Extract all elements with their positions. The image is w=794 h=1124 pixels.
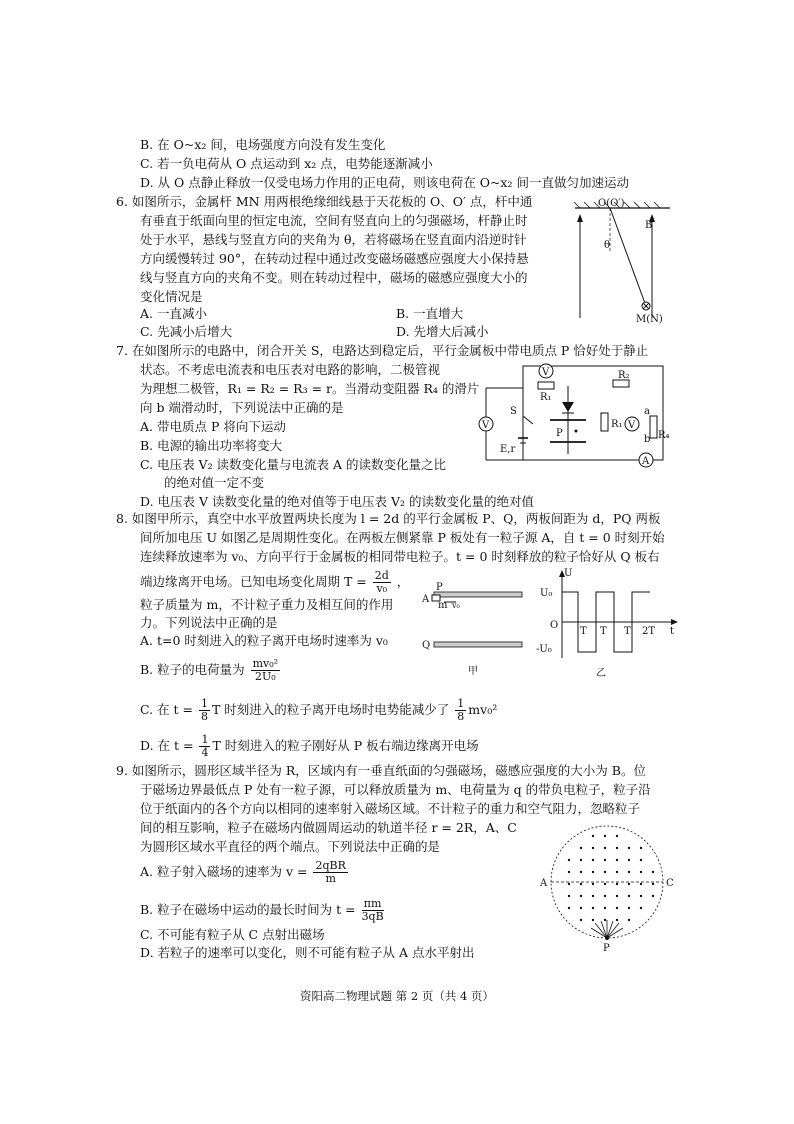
q7-option-a: A. 带电质点 P 将向下运动 bbox=[140, 419, 286, 434]
field-dot bbox=[628, 907, 630, 909]
field-dot bbox=[628, 895, 630, 897]
field-dot bbox=[628, 859, 630, 861]
q9-stem-line: 9. 如图所示，圆形区域半径为 R，区域内有一垂直纸面的匀强磁场，磁感应强度的大小为 B。位 bbox=[116, 763, 646, 778]
field-dot bbox=[580, 871, 582, 873]
q5-option-d: D. 从 O 点静止释放一仅受电场力作用的正电荷，则该电荷在 O~x₂ 间一直做匀加速运动 bbox=[140, 175, 629, 190]
q7-option-d: D. 电压表 V 读数变化量的绝对值等于电压表 V₂ 的读数变化量的绝对值 bbox=[140, 494, 534, 509]
q8-option-a: A. t=0 时刻进入的粒子离开电场时速率为 v₀ bbox=[140, 633, 388, 648]
field-dot bbox=[568, 883, 570, 885]
q8-label-u: U bbox=[564, 568, 573, 579]
q8-label-m: m bbox=[438, 600, 448, 611]
field-dot bbox=[592, 847, 594, 849]
field-dot bbox=[652, 895, 654, 897]
q7-label-am: A bbox=[642, 456, 650, 467]
q7-option-c: C. 电压表 V₂ 读数变化量与电流表 A 的读数变化量之比 bbox=[140, 457, 447, 472]
q8-option-c: C. 在 t = $\frac{1}{8}$ T 时刻进入的粒子离开电场时电势能减少了 $\frac{1}{8}$ mv₀² bbox=[140, 697, 498, 723]
field-dot bbox=[580, 895, 582, 897]
q6-option-a: A. 一直减小 bbox=[140, 306, 207, 321]
q7-label-b-end: b bbox=[644, 434, 651, 445]
q7-label-s: S bbox=[510, 406, 517, 417]
field-dot bbox=[616, 835, 618, 837]
field-dot bbox=[592, 883, 594, 885]
q8-label-t2: T bbox=[600, 626, 607, 637]
q8-stem-period bbox=[140, 568, 409, 596]
field-dot bbox=[640, 847, 642, 849]
field-dot bbox=[592, 859, 594, 861]
q8-label-2t: 2T bbox=[642, 626, 656, 637]
q7-label-r4: R₄ bbox=[658, 430, 670, 441]
field-dot bbox=[568, 895, 570, 897]
q7-label-r3: R₁ bbox=[611, 419, 623, 430]
page-footer: 资阳高二物理试题 第 2 页（共 4 页） bbox=[300, 989, 494, 1003]
q8-stem-comma: ， bbox=[396, 574, 410, 589]
q9-stem-line: 为圆形区域水平直径的两个端点。下列说法中正确的是 bbox=[140, 839, 441, 854]
q7-stem-line: 向 b 端滑动时，下列说法中正确的是 bbox=[140, 400, 344, 415]
field-dot bbox=[592, 835, 594, 837]
q7-label-v: V bbox=[482, 420, 490, 431]
field-dot bbox=[616, 883, 618, 885]
q8-label-a: A bbox=[422, 594, 430, 605]
q8-label-u0: U₀ bbox=[540, 588, 553, 599]
q6-stem-line: 6. 如图所示，金属杆 MN 用两根绝缘细线悬于天花板的 O、O′ 点，杆中通 bbox=[116, 194, 533, 209]
field-dot bbox=[592, 919, 594, 921]
q6-label-b: B bbox=[645, 220, 653, 231]
q6-stem-line: 有垂直于纸面向里的恒定电流，空间有竖直向上的匀强磁场，杆静止时 bbox=[140, 213, 528, 228]
field-dot bbox=[580, 883, 582, 885]
field-dot bbox=[616, 847, 618, 849]
field-dot bbox=[604, 835, 606, 837]
q7-stem-line: 7. 在如图所示的电路中，闭合开关 S，电路达到稳定后，平行金属板中带电质点 P 恰好处于静止 bbox=[116, 343, 649, 358]
q8-label-t: t bbox=[670, 626, 675, 637]
q6-option-d: D. 先增大后减小 bbox=[396, 324, 489, 339]
field-dot bbox=[652, 871, 654, 873]
field-dot bbox=[568, 907, 570, 909]
field-dot bbox=[604, 919, 606, 921]
q7-stem-line: 为理想二极管，R₁ = R₂ = R₃ = r。当滑动变阻器 R₄ 的滑片 bbox=[140, 381, 480, 396]
q9-figure-field bbox=[532, 824, 682, 954]
q6-label-o: O(O′) bbox=[598, 198, 625, 209]
q5-option-c: C. 若一负电荷从 O 点运动到 x₂ 点，电势能逐渐减小 bbox=[140, 156, 433, 171]
field-dot bbox=[568, 871, 570, 873]
field-dot bbox=[580, 859, 582, 861]
q6-label-theta: θ bbox=[604, 240, 611, 251]
q8-label-neg-u0: -U₀ bbox=[536, 644, 552, 655]
q8-stem-line: 连续释放速率为 v₀、方向平行于金属板的相同带电粒子。t = 0 时刻释放的粒子恰好从 Q 板右 bbox=[140, 549, 660, 564]
field-dot bbox=[640, 907, 642, 909]
field-dot bbox=[580, 919, 582, 921]
field-dot bbox=[580, 907, 582, 909]
q9-option-b: B. 粒子在磁场中运动的最长时间为 t = $\frac{\pi m}{3qB}$ bbox=[140, 897, 384, 923]
q9-stem-line: 位于纸面内的各个方向以相同的速率射入磁场区域。不计粒子的重力和空气阻力，忽略粒子 bbox=[140, 801, 641, 816]
q7-label-v2: V bbox=[542, 367, 550, 378]
field-dot bbox=[592, 907, 594, 909]
q6-option-c: C. 先减小后增大 bbox=[140, 324, 233, 339]
q8-label-yi: 乙 bbox=[596, 668, 606, 679]
field-dot bbox=[628, 871, 630, 873]
field-dot bbox=[604, 871, 606, 873]
q7-label-a-end: a bbox=[644, 406, 650, 417]
q8-label-q: Q bbox=[422, 640, 431, 651]
q8-stem-text: 端边缘离开电场。已知电场变化周期 T = bbox=[140, 574, 367, 589]
field-dot bbox=[640, 895, 642, 897]
q8-figure-voltage bbox=[532, 562, 682, 680]
field-dot bbox=[580, 847, 582, 849]
q8-label-jia: 甲 bbox=[468, 666, 478, 677]
field-dot bbox=[628, 883, 630, 885]
q6-figure bbox=[560, 196, 680, 326]
q9-label-c: C bbox=[666, 878, 674, 889]
q7-option-b: B. 电源的输出功率将变大 bbox=[140, 438, 283, 453]
field-dot bbox=[592, 871, 594, 873]
q8-label-t3: T bbox=[624, 626, 631, 637]
q9-stem-line: 间的相互影响，粒子在磁场内做圆周运动的轨道半径 r = 2R，A、C bbox=[140, 820, 517, 835]
q8-option-d: D. 在 t = $\frac{1}{4}$ T 时刻进入的粒子刚好从 P 板右端边缘离开电场 bbox=[140, 733, 479, 759]
q7-stem-line: 状态。不考虑电流表和电压表对电路的影响，二极管视 bbox=[140, 362, 441, 377]
q8-label-p: P bbox=[436, 582, 443, 593]
q6-stem-line: 变化情况是 bbox=[140, 289, 203, 304]
field-dot bbox=[628, 847, 630, 849]
field-dot bbox=[616, 871, 618, 873]
q6-label-mn: M(N) bbox=[636, 314, 663, 325]
q8-label-v0: v₀ bbox=[452, 601, 460, 610]
q6-stem-line: 处于水平，悬线与竖直方向的夹角为 θ，若将磁场在竖直面内沿逆时针 bbox=[140, 232, 527, 247]
field-dot bbox=[568, 859, 570, 861]
field-dot bbox=[604, 907, 606, 909]
field-dot bbox=[616, 919, 618, 921]
field-dot bbox=[640, 859, 642, 861]
q5-option-b: B. 在 O~x₂ 间，电场强度方向没有发生变化 bbox=[140, 137, 386, 152]
q7-label-r2: R₂ bbox=[618, 370, 630, 381]
q7-label-er: E,r bbox=[500, 444, 516, 455]
q7-label-p: P bbox=[556, 428, 563, 439]
field-dot bbox=[640, 883, 642, 885]
q8-figure-plates bbox=[420, 578, 530, 678]
field-dot bbox=[604, 847, 606, 849]
q8-stem-line: 力。下列说法中正确的是 bbox=[140, 615, 278, 630]
field-dot bbox=[652, 883, 654, 885]
q7-option-c-cont: 的绝对值一定不变 bbox=[164, 475, 265, 490]
q7-circuit-figure bbox=[478, 358, 678, 470]
field-dot bbox=[616, 859, 618, 861]
field-dot bbox=[604, 883, 606, 885]
field-dot bbox=[604, 859, 606, 861]
q8-label-t1: T bbox=[580, 626, 587, 637]
q9-option-a: A. 粒子射入磁场的速率为 v = $\frac{\text{2qBR}}{m}$ bbox=[140, 859, 346, 885]
q9-option-d: D. 若粒子的速率可以变化，则不可能有粒子从 A 点水平射出 bbox=[140, 945, 475, 960]
q9-label-a: A bbox=[540, 878, 548, 889]
q8-period-fraction: $\frac{2d}{\text{v₀}}$ bbox=[374, 569, 389, 595]
field-dot bbox=[604, 895, 606, 897]
q6-stem-line: 方向缓慢转过 90°，在转动过程中通过改变磁场磁感应强度大小保持悬 bbox=[140, 251, 529, 266]
q8-stem-line: 8. 如图甲所示，真空中水平放置两块长度为 l = 2d 的平行金属板 P、Q，两板间距为 d，PQ 两板 bbox=[116, 511, 661, 526]
field-dot bbox=[592, 895, 594, 897]
q7-label-r1: R₁ bbox=[540, 392, 552, 403]
q7-label-vr: V bbox=[628, 420, 636, 431]
q6-stem-line: 线与竖直方向的夹角不变。则在转动过程中，磁场的磁感应强度大小的 bbox=[140, 270, 528, 285]
q9-option-c: C. 不可能有粒子从 C 点射出磁场 bbox=[140, 927, 325, 942]
q9-label-p: P bbox=[603, 943, 610, 954]
q8-option-b: B. 粒子的电荷量为 $\frac{\text{mv₀²}}{\text{2U₀}}$ bbox=[140, 657, 279, 683]
q8-label-o: O bbox=[550, 620, 559, 631]
q9-stem-line: 于磁场边界最低点 P 处有一粒子源，可以释放质量为 m、电荷量为 q 的带负电粒子，粒子沿 bbox=[140, 782, 651, 797]
field-dot bbox=[628, 919, 630, 921]
field-dot bbox=[640, 871, 642, 873]
field-dot bbox=[616, 895, 618, 897]
q6-option-b: B. 一直增大 bbox=[396, 306, 464, 321]
q8-stem-line: 间所加电压 U 如图乙是周期性变化。在两板左侧紧靠 P 板处有一粒子源 A，自 t = 0 时刻开始 bbox=[140, 530, 665, 545]
q8-stem-line: 粒子质量为 m，不计粒子重力及相互间的作用 bbox=[140, 597, 394, 612]
field-dot bbox=[616, 907, 618, 909]
